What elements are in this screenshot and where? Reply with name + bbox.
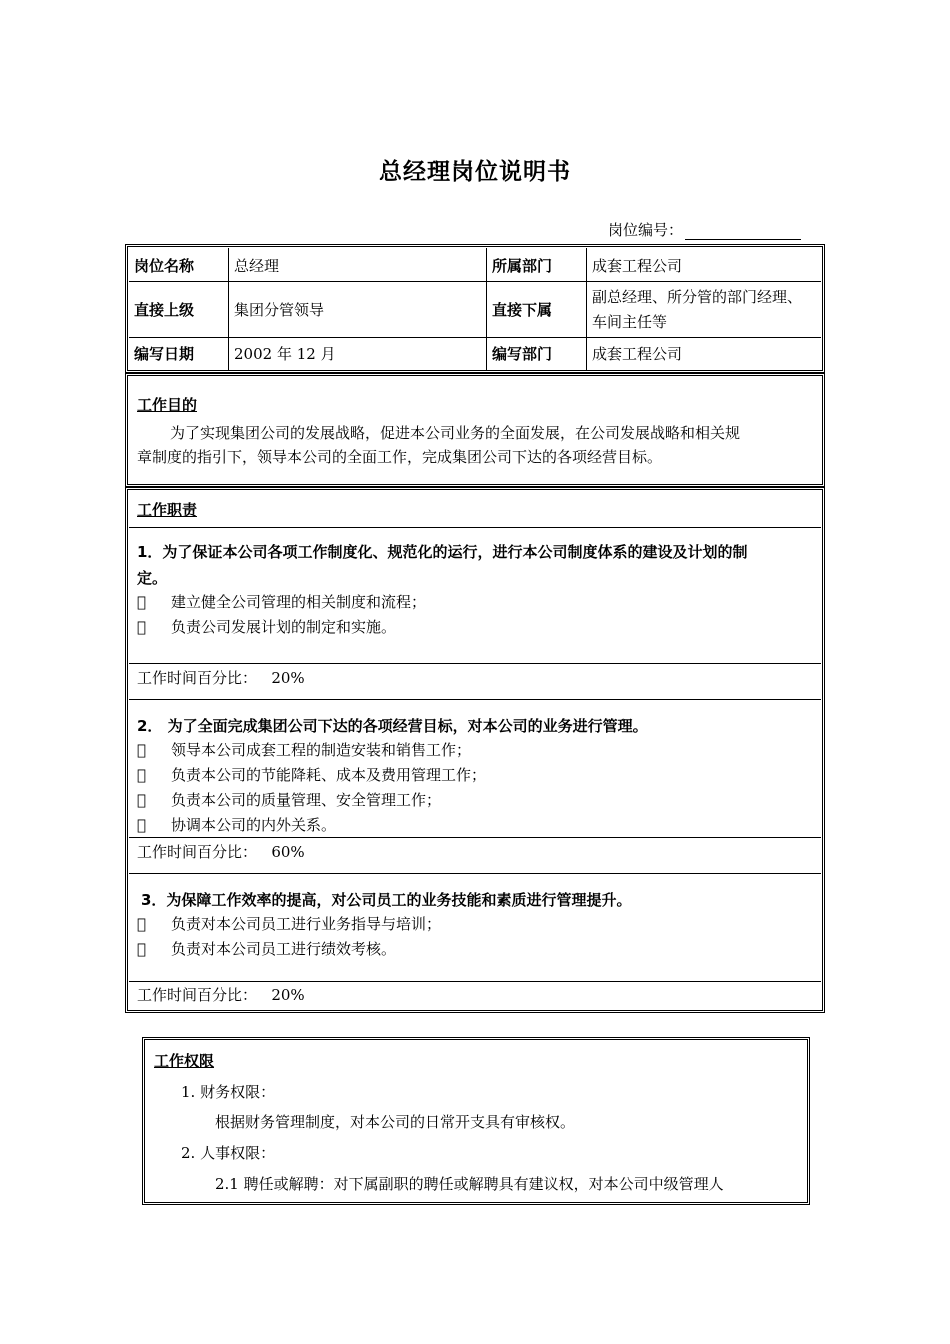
label-written-date: 编写日期 (134, 345, 195, 363)
duty-2-percentage: 工作时间百分比： 60% (137, 843, 305, 861)
page-title: 总经理岗位说明书 (379, 159, 571, 185)
duty-1-item: 负责公司发展计划的制定和实施。 (137, 615, 396, 640)
label-position-name: 岗位名称 (134, 257, 195, 275)
duty-3-percentage: 工作时间百分比： 20% (137, 986, 305, 1004)
purpose-heading: 工作目的 (137, 396, 198, 414)
duty-2-item: 负责本公司的质量管理、安全管理工作； (137, 788, 441, 813)
bullet-icon (137, 813, 171, 838)
authority-heading: 工作权限 (154, 1052, 215, 1070)
position-number-label: 岗位编号： (608, 221, 684, 239)
label-written-dept: 编写部门 (492, 345, 553, 363)
bullet-icon (137, 738, 171, 763)
value-subordinates-line1: 副总经理、所分管的部门经理、 (592, 288, 803, 306)
label-department: 所属部门 (492, 257, 553, 275)
duties-heading: 工作职责 (137, 501, 198, 519)
label-superior: 直接上级 (134, 301, 195, 319)
duty-2-item: 协调本公司的内外关系。 (137, 813, 336, 838)
duty-1-item: 建立健全公司管理的相关制度和流程； (137, 590, 426, 615)
value-written-dept: 成套工程公司 (592, 345, 683, 363)
duty-2-item: 负责本公司的节能降耗、成本及费用管理工作； (137, 763, 486, 788)
duty-3-item: 负责对本公司员工进行绩效考核。 (137, 937, 396, 962)
duty-1-percentage: 工作时间百分比： 20% (137, 669, 305, 687)
position-number-blank (685, 225, 801, 240)
bullet-icon (137, 763, 171, 788)
value-written-date: 2002 年 12 月 (234, 345, 336, 363)
label-subordinates: 直接下属 (492, 301, 553, 319)
bullet-icon (137, 590, 171, 615)
bullet-icon (137, 615, 171, 640)
duty-3-title: 3．为保障工作效率的提高，对公司员工的业务技能和素质进行管理提升。 (141, 891, 632, 909)
duty-2-title: 2． 为了全面完成集团公司下达的各项经营目标，对本公司的业务进行管理。 (137, 717, 648, 735)
duty-3-item: 负责对本公司员工进行业务指导与培训； (137, 912, 441, 937)
duty-1-title-line2: 定。 (137, 569, 168, 587)
bullet-icon (137, 912, 171, 937)
value-subordinates-line2: 车间主任等 (592, 313, 668, 331)
value-position-name: 总经理 (234, 257, 280, 275)
purpose-line-1: 为了实现集团公司的发展战略，促进本公司业务的全面发展，在公司发展战略和相关规 (170, 424, 741, 442)
authority-item-2: 2. 人事权限： (181, 1144, 276, 1162)
duty-2-item: 领导本公司成套工程的制造安装和销售工作； (137, 738, 471, 763)
authority-item-1-text: 根据财务管理制度，对本公司的日常开支具有审核权。 (215, 1113, 576, 1131)
value-superior: 集团分管领导 (234, 301, 325, 319)
bullet-icon (137, 788, 171, 813)
value-department: 成套工程公司 (592, 257, 683, 275)
duty-1-title-line1: 1．为了保证本公司各项工作制度化、规范化的运行，进行本公司制度体系的建设及计划的制 (137, 543, 748, 561)
authority-item-2-1: 2.1 聘任或解聘：对下属副职的聘任或解聘具有建议权，对本公司中级管理人 (215, 1175, 724, 1193)
authority-item-1: 1. 财务权限： (181, 1083, 276, 1101)
bullet-icon (137, 937, 171, 962)
position-number (608, 219, 801, 240)
purpose-line-2: 章制度的指引下，领导本公司的全面工作，完成集团公司下达的各项经营目标。 (137, 448, 663, 466)
